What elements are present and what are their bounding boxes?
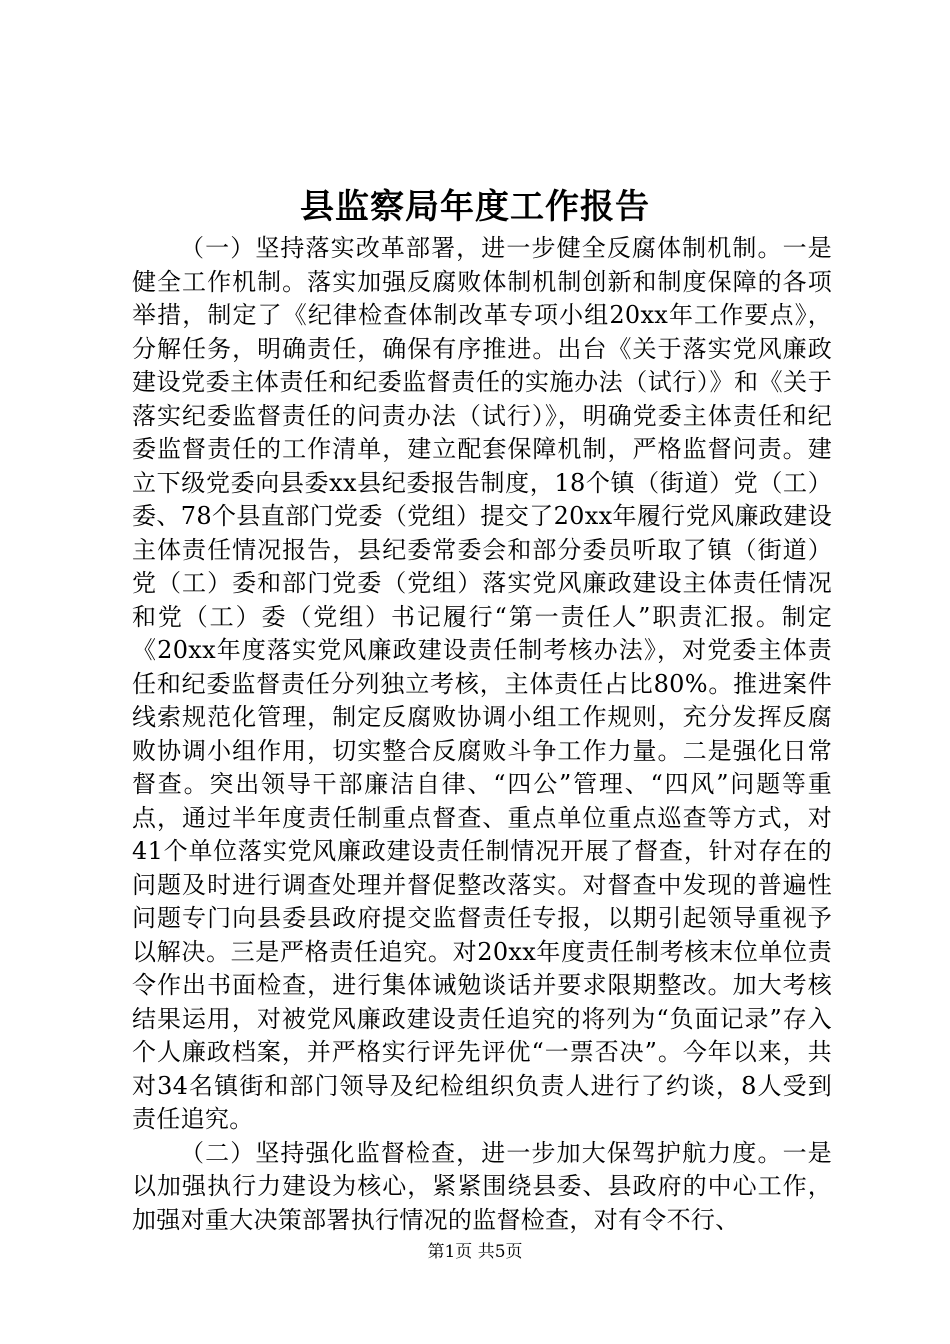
page-number-footer: 第1页 共5页 (427, 1242, 523, 1262)
document-title: 县监察局年度工作报告 (300, 187, 650, 227)
paragraph-2: （二）坚持强化监督检查，进一步加大保驾护航力度。一是以加强执行力建设为核心，紧紧围绕县委、县政府的中心工作，加强对重大决策部署执行情况的监督检查，对有令不行、 (132, 1138, 832, 1234)
document-body (132, 232, 832, 1237)
paragraph-1: （一）坚持落实改革部署，进一步健全反腐体制机制。一是健全工作机制。落实加强反腐败体制机制创新和制度保障的各项举措，制定了《纪律检查体制改革专项小组20xx年工作要点》，分解任务，明确责任，确保有序推进。出台《关于落实党风廉政建设党委主体责任和纪委监督责任的实施办法（试行）》和《关于落实纪委监督责任的问责办法（试行）》，明确党委主体责任和纪委监督责任的工作清单，建立配套保障机制，严格监督问责。建立下级党委向县委xx县纪委报告制度，18个镇（街道）党（工）委、78个县直部门党委（党组）提交了20xx年履行党风廉政建设主体责任情况报告，县纪委常委会和部分委员听取了镇（街道）党（工）委和部门党委（党组）落实党风廉政建设主体责任情况和党（工）委（党组）书记履行“第一责任人”职责汇报。制定《20xx年度落实党风廉政建设责任制考核办法》，对党委主体责任和纪委监督责任分列独立考核，主体责任占比80%。推进案件线索规范化管理，制定反腐败协调小组工作规则，充分发挥反腐败协调小组作用，切实整合反腐败斗争工作力量。二是强化日常督查。突出领导干部廉洁自律、“四公”管理、“四风”问题等重点，通过半年度责任制重点督查、重点单位重点巡查等方式，对41个单位落实党风廉政建设责任制情况开展了督查，针对存在的问题及时进行调查处理并督促整改落实。对督查中发现的普遍性问题专门向县委县政府提交监督责任专报，以期引起领导重视予以解决。三是严格责任追究。对20xx年度责任制考核末位单位责令作出书面检查，进行集体诫勉谈话并要求限期整改。加大考核结果运用，对被党风廉政建设责任追究的将列为“负面记录”存入个人廉政档案，并严格实行评先评优“一票否决”。今年以来，共对34名镇街和部门领导及纪检组织负责人进行了约谈，8人受到责任追究。 (132, 234, 832, 1133)
